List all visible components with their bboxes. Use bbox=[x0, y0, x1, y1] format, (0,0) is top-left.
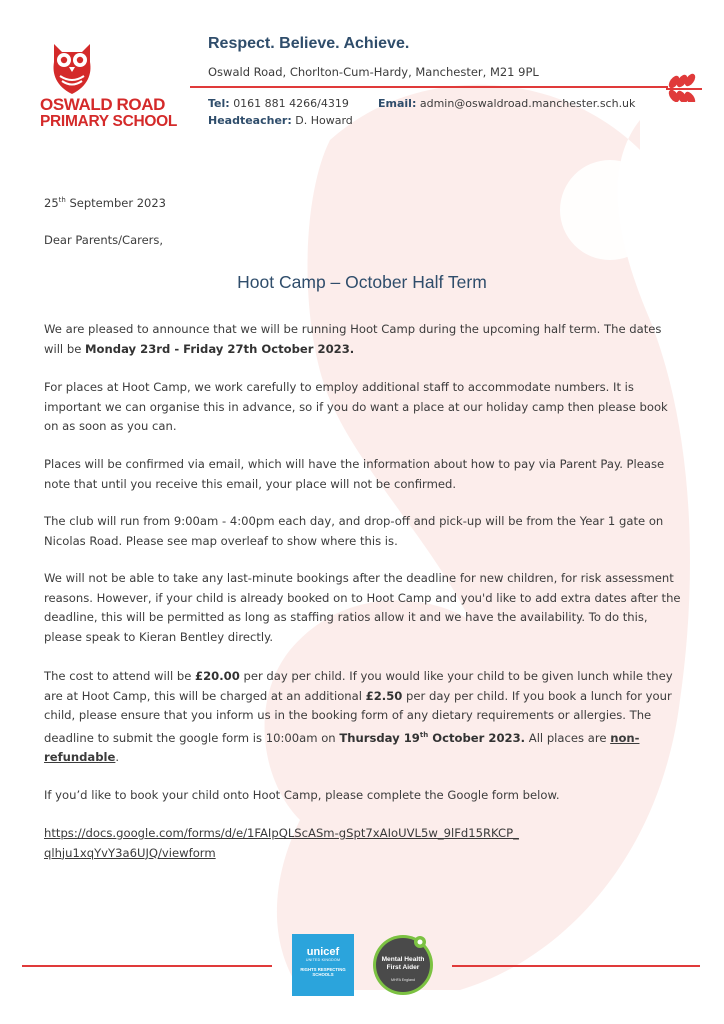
tel-value: 0161 881 4266/4319 bbox=[233, 97, 349, 110]
paragraph-cost bbox=[44, 667, 684, 768]
headteacher-name: D. Howard bbox=[295, 114, 353, 127]
email-label: Email: bbox=[378, 97, 417, 110]
email-value[interactable]: admin@oswaldroad.manchester.sch.uk bbox=[419, 97, 636, 110]
header-divider bbox=[190, 86, 668, 88]
greeting: Dear Parents/Carers, bbox=[44, 233, 164, 247]
date-day: 25 bbox=[44, 196, 59, 210]
p6-text-a: The cost to attend will be bbox=[44, 669, 196, 683]
p6-deadline-month: October 2023. bbox=[428, 730, 526, 745]
paragraph-announcement bbox=[44, 320, 684, 359]
paragraph-places: For places at Hoot Camp, we work carefully to employ additional staff to accommodate numbers. It is important we can organise this in advance, so if you do want a place at our holiday camp then please book on as soon as you can. bbox=[44, 380, 668, 434]
email bbox=[378, 97, 635, 110]
school-motto: Respect. Believe. Achieve. bbox=[208, 35, 410, 52]
mhfa-subtitle: MHFA England bbox=[391, 978, 415, 982]
rrs-label: RIGHTS RESPECTING SCHOOLS bbox=[300, 967, 346, 977]
unicef-rights-respecting-badge bbox=[292, 934, 354, 996]
p6-deadline-day: Thursday 19 bbox=[339, 730, 420, 745]
paragraph-confirmation: Places will be confirmed via email, which will have the information about how to pay via Parent Pay. Please note that until you receive this email, your place will not be confirmed. bbox=[44, 457, 665, 491]
school-logo bbox=[40, 40, 180, 130]
school-name-line2: PRIMARY SCHOOL bbox=[40, 113, 178, 130]
p6-text-c: per day per child. If you book a lunch for your child, please ensure that you inform us in the booking form of any dietary requirements or allergies. The deadline to submit the google form is 10:00am on bbox=[44, 688, 672, 745]
footer-divider-right bbox=[452, 965, 700, 967]
mental-health-first-aider-badge bbox=[372, 934, 434, 996]
telephone bbox=[208, 97, 349, 110]
p6-deadline-suffix: th bbox=[419, 730, 429, 739]
google-form-link[interactable]: https://docs.google.com/forms/d/e/1FAIpQLScASm-gSpt7xAIoUVL5w_9lFd15RKCP_qlhju1xqYvY3a6UJQ/viewform bbox=[44, 826, 519, 860]
p6-lunch-price: £2.50 bbox=[365, 688, 403, 703]
school-name-line1: OSWALD ROAD bbox=[40, 95, 165, 114]
paragraph-bookings: We will not be able to take any last-minute bookings after the deadline for new children, for risk assessment reasons. However, if your child is already booked on to Hoot Camp and you'd like to add extra dates after the deadline, this will be permitted as long as staffing ratios allow it and we have the availability. To do this, please speak to Kieran Bentley directly. bbox=[44, 571, 681, 644]
unicef-logo-text: unicef bbox=[306, 946, 340, 958]
p6-text-b: per day per child. If you would like your child to be given lunch while they are at Hoot Camp, this will be charged at an additional bbox=[44, 669, 673, 703]
paragraph-booking-instructions: If you’d like to book your child onto Hoot Camp, please complete the Google form below. bbox=[44, 788, 560, 802]
mhfa-text bbox=[372, 956, 434, 972]
unicef-subtitle: UNITED KINGDOM bbox=[305, 958, 341, 962]
headteacher-label: Headteacher: bbox=[208, 114, 292, 127]
footer-divider-left bbox=[22, 965, 272, 967]
mhfa-line1: Mental Health bbox=[381, 956, 425, 963]
date-suffix: th bbox=[58, 196, 66, 205]
tel-label: Tel: bbox=[208, 97, 230, 110]
p6-text-e: . bbox=[115, 750, 120, 765]
school-address: Oswald Road, Chorlton-Cum-Hardy, Manchester, M21 9PL bbox=[208, 65, 539, 79]
p6-non-refundable: non-refundable bbox=[44, 730, 640, 765]
school-name bbox=[40, 96, 180, 130]
headteacher bbox=[208, 114, 353, 127]
p1-text: We are pleased to announce that we will be running Hoot Camp during the upcoming half term. The dates will be bbox=[44, 322, 662, 356]
laurel-leaf-icon bbox=[664, 72, 704, 102]
p1-dates: Monday 23rd - Friday 27th October 2023. bbox=[85, 341, 355, 356]
paragraph-times: The club will run from 9:00am - 4:00pm each day, and drop-off and pick-up will be from the Year 1 gate on Nicolas Road. Please see map overleaf to show where this is. bbox=[44, 514, 664, 548]
owl-logo-icon bbox=[48, 40, 96, 96]
mhfa-line2: First Aider bbox=[386, 964, 420, 971]
p6-text-d: All places are bbox=[525, 730, 611, 745]
letter-date bbox=[44, 196, 166, 210]
date-rest: September 2023 bbox=[65, 196, 166, 210]
p6-price: £20.00 bbox=[195, 669, 240, 683]
letter-title: Hoot Camp – October Half Term bbox=[237, 272, 487, 292]
